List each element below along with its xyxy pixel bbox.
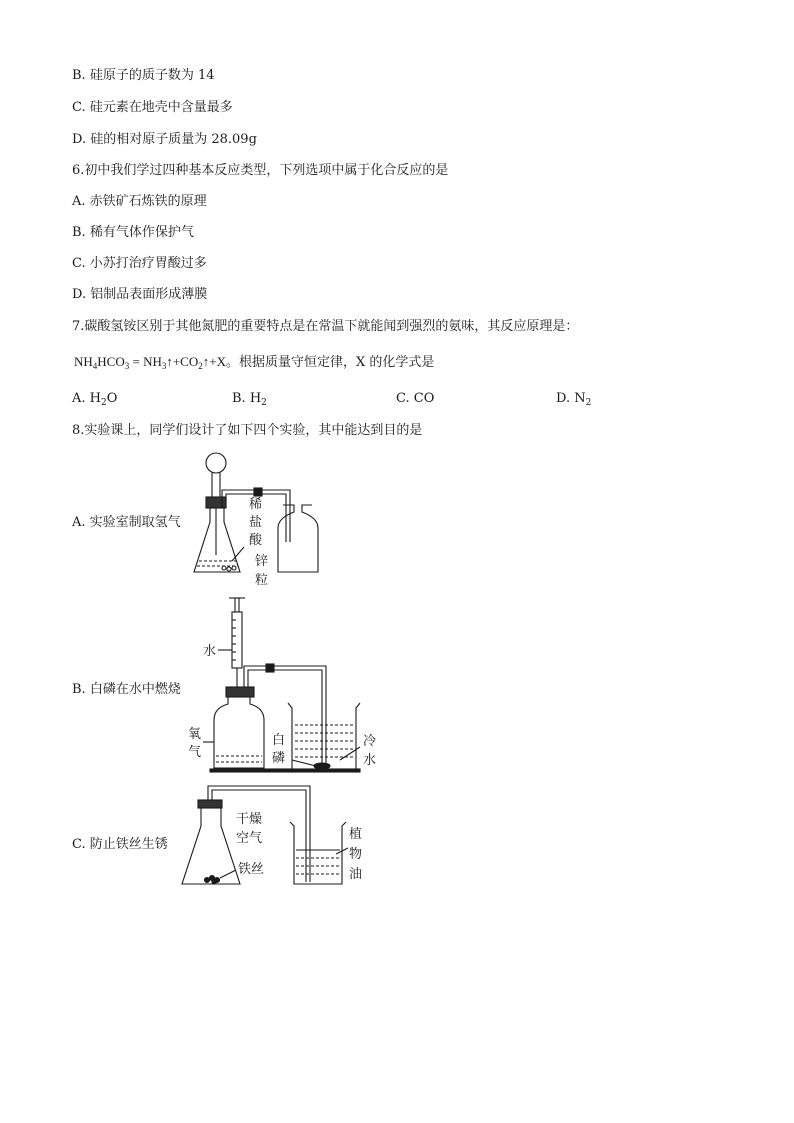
q7-option-a: A. $H_2O$	[72, 391, 118, 408]
q6-option-d: D. 铝制品表面形成薄膜	[72, 287, 208, 302]
figure-c-rust-apparatus	[182, 786, 348, 884]
white-phosphorus	[314, 763, 330, 769]
label-xi: 稀	[249, 497, 263, 512]
q5-option-d: D. 硅的相对原子质量为 28.09g	[72, 132, 257, 147]
q6-stem: 6.初中我们学过四种基本反应类型，下列选项中属于化合反应的是	[72, 163, 449, 178]
reaction-equation: $NH_4HCO_3$ = $NH_3↑+CO_2↑+X$	[74, 354, 226, 371]
zinc-granules	[222, 566, 236, 571]
label-shui: 水	[363, 753, 377, 768]
q7-stem: 7.碳酸氢铵区别于其他氮肥的重要特点是在常温下就能闻到强烈的氨味，其反应原理是：	[72, 319, 579, 334]
label-iron-wire: 铁丝	[238, 862, 265, 877]
label-you: 油	[349, 867, 363, 882]
tube-connector	[254, 488, 262, 496]
gas-collection-bottle	[278, 505, 318, 572]
leader-line-phosphorus	[292, 760, 316, 766]
q8-stem: 8.实验课上，同学们设计了如下四个实验，其中能达到目的是	[72, 423, 423, 438]
q7-option-b: B. $H_2$	[232, 391, 267, 408]
q7-option-d: D. $N_2$	[556, 391, 592, 408]
label-suan: 酸	[249, 533, 263, 548]
label-bai: 白	[272, 733, 286, 748]
q8-option-c-label: C. 防止铁丝生锈	[72, 837, 168, 852]
label-wu: 物	[349, 847, 363, 862]
figure-c-labels	[236, 812, 362, 882]
q5-option-c: C. 硅元素在地壳中含量最多	[72, 100, 233, 115]
beaker-c-water	[296, 858, 340, 874]
q6-option-c: C. 小苏打治疗胃酸过多	[72, 256, 207, 271]
bottle-stopper	[226, 687, 254, 697]
iron-wire	[205, 876, 220, 885]
tube-clamp	[266, 664, 274, 672]
base-plate	[210, 769, 360, 772]
beaker-water	[295, 725, 353, 757]
label-qi: 气	[188, 745, 202, 760]
beaker	[288, 703, 360, 770]
label-yan: 盐	[249, 515, 263, 530]
label-dry-air-1: 干燥	[236, 812, 263, 827]
syringe	[229, 598, 245, 690]
figure-a-labels	[249, 496, 268, 588]
q7-question: 。根据质量守恒定律，X 的化学式是	[225, 355, 435, 370]
q8-option-b-label: B. 白磷在水中燃烧	[72, 682, 181, 697]
label-xin: 锌	[255, 554, 269, 569]
q5-option-b: B. 硅原子的质子数为 14	[72, 68, 215, 83]
label-li: 粒	[255, 573, 269, 588]
flask-stopper	[198, 800, 222, 808]
label-dry-air-2: 空气	[236, 831, 263, 846]
rubber-stopper	[206, 497, 226, 508]
q8-option-a-label: A. 实验室制取氢气	[72, 515, 181, 530]
label-water: 水	[203, 644, 217, 659]
conical-flask	[194, 508, 240, 572]
bottle-water	[216, 756, 262, 762]
q7-option-c: C. CO	[396, 391, 435, 406]
leader-line-wire	[220, 870, 236, 878]
oxygen-bottle	[214, 697, 264, 768]
acid-liquid	[197, 561, 238, 566]
label-leng: 冷	[363, 734, 377, 749]
label-yang: 氧	[188, 727, 202, 742]
q6-option-b: B. 稀有气体作保护气	[72, 225, 194, 240]
q6-option-a: A. 赤铁矿石炼铁的原理	[72, 194, 207, 209]
label-lin: 磷	[272, 751, 286, 766]
label-zhi: 植	[349, 827, 363, 842]
